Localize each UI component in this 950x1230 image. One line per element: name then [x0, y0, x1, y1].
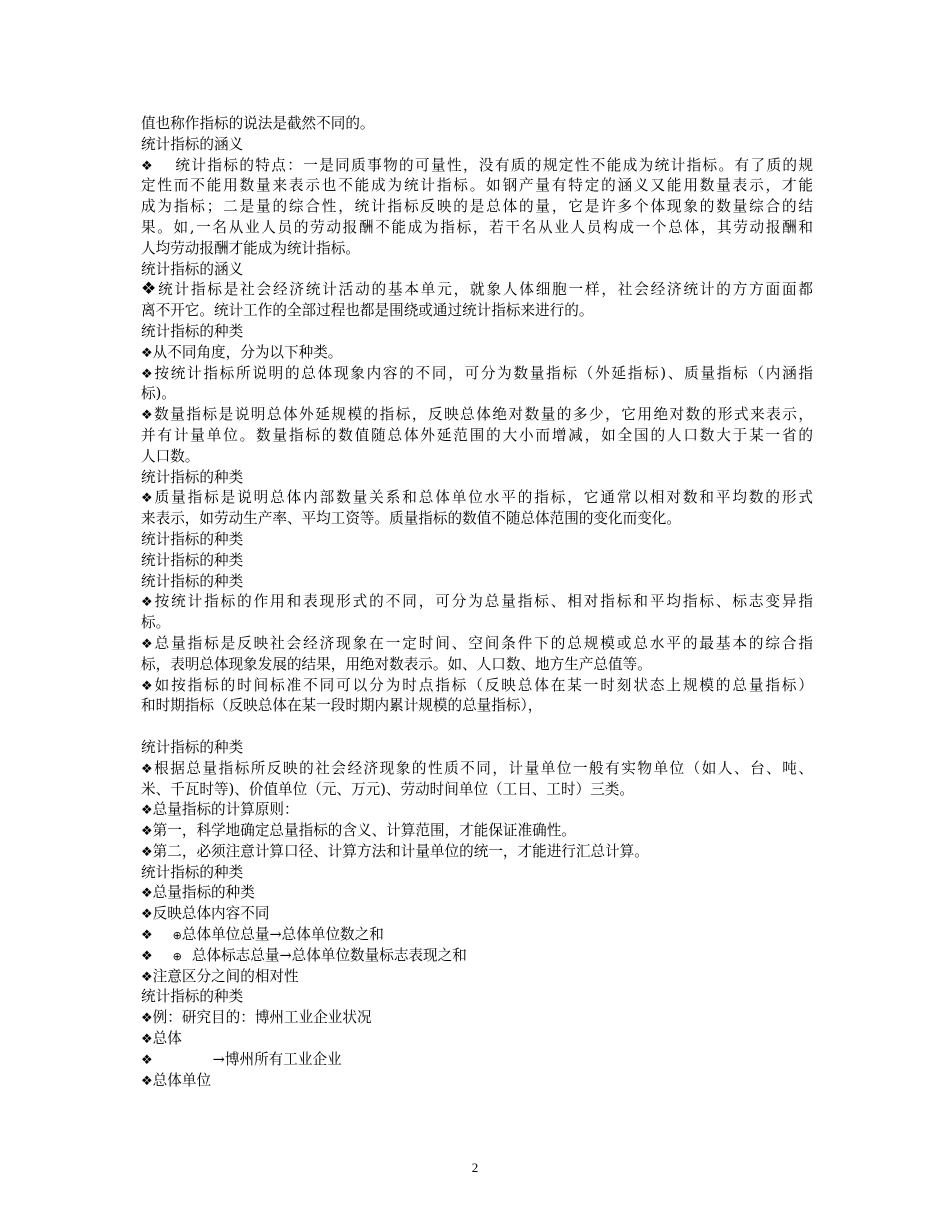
diamond-bullet-icon: ❖	[141, 886, 153, 902]
text-line: 值也称作指标的说法是截然不同的。	[141, 115, 375, 132]
section-heading: 统计指标的种类	[141, 530, 244, 548]
bullet-line: ❖数量指标是说明总体外延规模的指标，反映总体绝对数量的多少，它用绝对数的形式来表示，	[141, 406, 813, 424]
diamond-bullet-icon: ❖	[141, 844, 153, 860]
diamond-bullet-icon: ❖	[141, 1052, 153, 1068]
bullet-line: ❖总体	[141, 1030, 182, 1048]
section-heading: 统计指标的种类	[141, 551, 244, 569]
text-line: 来表示，如劳动生产率、平均工资等。质量指标的数值不随总体范围的变化而变化。	[141, 510, 681, 528]
text-line: 果。如,一名从业人员的劳动报酬不能成为指标，若干名从业人员构成一个总体，其劳动报酬和	[141, 218, 813, 236]
text-line: 人均劳动报酬才能成为统计指标。	[141, 239, 360, 257]
bullet-line: ❖总量指标的计算原则：	[141, 801, 299, 819]
bullet-line: ❖第一，科学地确定总量指标的含义、计算范围，才能保证准确性。	[141, 822, 576, 840]
text-line: 离不开它。统计工作的全部过程也都是围绕或通过统计指标来进行的。	[141, 302, 594, 320]
bullet-line: ❖总量指标的种类	[141, 884, 255, 902]
bullet-line: ❖反映总体内容不同	[141, 905, 270, 923]
bullet-line: ❖ →博州所有工业企业	[141, 1050, 342, 1068]
section-heading: 统计指标的种类	[141, 988, 244, 1006]
bullet-line: ❖ 统计指标的特点：一是同质事物的可量性，没有质的规定性不能成为统计指标。有了质的规	[141, 156, 813, 174]
bullet-line: ❖按统计指标所说明的总体现象内容的不同，可分为数量指标（外延指标)、质量指标（内涵指	[141, 364, 813, 382]
bullet-line: ❖例：研究目的：博州工业企业状况	[141, 1009, 372, 1027]
section-heading: 统计指标的种类	[141, 468, 244, 486]
diamond-bullet-icon: ❖	[141, 928, 153, 944]
diamond-bullet-icon: ❖	[141, 678, 155, 694]
text-line: 标。	[141, 614, 171, 632]
section-heading: 统计指标的种类	[141, 738, 244, 756]
diamond-bullet-icon: ❖	[141, 345, 153, 361]
bullet-line: ❖根据总量指标所反映的社会经济现象的性质不同，计量单位一般有实物单位（如人、台、吨、	[141, 759, 813, 777]
section-heading: 统计指标的种类	[141, 863, 244, 881]
page-body	[141, 114, 813, 1091]
diamond-bullet-icon: ❖	[141, 280, 159, 300]
bullet-line: ❖第二，必须注意计算口径、计算方法和计量单位的统一，才能进行汇总计算。	[141, 842, 649, 860]
section-heading: 统计指标的种类	[141, 572, 244, 590]
text-line: 并有计量单位。数量指标的数值随总体外延范围的大小而增减，如全国的人口数大于某一省的	[141, 426, 813, 444]
text-line: 米、千瓦时等)、价值单位（元、万元)、劳动时间单位（工日、工时）三类。	[141, 780, 634, 798]
circled-plus-icon: ⊕	[172, 949, 182, 963]
page-number: 2	[471, 1160, 479, 1175]
bullet-line: ❖按统计指标的作用和表现形式的不同，可分为总量指标、相对指标和平均指标、标志变异指	[141, 593, 813, 611]
bullet-line: ❖ ⊕ 总体标志总量→总体单位数量标志表现之和	[141, 946, 467, 964]
diamond-bullet-icon: ❖	[141, 969, 153, 985]
diamond-bullet-icon: ❖	[141, 907, 153, 923]
circled-plus-icon: ⊕	[172, 929, 182, 943]
diamond-bullet-icon: ❖	[141, 1032, 153, 1048]
text-line: 标，表明总体现象发展的结果，用绝对数表示。如、人口数、地方生产总值等。	[141, 655, 652, 673]
text-line: 定性而不能用数量来表示也不能成为统计指标。如钢产量有特定的涵义又能用数量表示，才能	[141, 177, 813, 195]
section-heading: 统计指标的种类	[141, 322, 244, 340]
diamond-bullet-icon: ❖	[141, 366, 155, 382]
text-line: 和时期指标（反映总体在某一段时期内累计规模的总量指标），	[141, 697, 543, 715]
blank-line	[141, 717, 813, 738]
bullet-line: ❖总量指标是反映社会经济现象在一定时间、空间条件下的总规模或总水平的最基本的综合指	[141, 634, 813, 652]
bullet-line: ❖如按指标的时间标准不同可以分为时点指标（反映总体在某一时刻状态上规模的总量指标）	[141, 676, 813, 694]
text-line: 人口数。	[141, 447, 200, 465]
text-line: 成为指标；二是量的综合性，统计指标反映的是总体的量，它是许多个体现象的数量综合的结	[141, 198, 813, 216]
diamond-bullet-icon: ❖	[141, 824, 153, 840]
diamond-bullet-icon: ❖	[141, 636, 155, 652]
diamond-bullet-icon: ❖	[141, 491, 155, 507]
section-heading: 统计指标的涵义	[141, 135, 244, 153]
diamond-bullet-icon: ❖	[141, 803, 153, 819]
diamond-bullet-icon: ❖	[141, 948, 153, 964]
bullet-line: ❖从不同角度，分为以下种类。	[141, 343, 343, 361]
text-line: 标)。	[141, 385, 176, 403]
bullet-line: ❖总体单位	[141, 1071, 212, 1089]
bullet-line: ❖ ⊕总体单位总量→总体单位数之和	[141, 926, 384, 944]
diamond-bullet-icon: ❖	[141, 158, 155, 174]
section-heading: 统计指标的涵义	[141, 260, 244, 278]
diamond-bullet-icon: ❖	[141, 761, 155, 777]
diamond-bullet-icon: ❖	[141, 595, 155, 611]
bullet-line: ❖统计指标是社会经济统计活动的基本单元，就象人体细胞一样，社会经济统计的方方面面都	[141, 280, 813, 300]
diamond-bullet-icon: ❖	[141, 408, 155, 424]
bullet-line: ❖注意区分之间的相对性	[141, 967, 299, 985]
diamond-bullet-icon: ❖	[141, 1073, 153, 1089]
diamond-bullet-icon: ❖	[141, 1011, 153, 1027]
bullet-line: ❖质量指标是说明总体内部数量关系和总体单位水平的指标，它通常以相对数和平均数的形式	[141, 489, 813, 507]
